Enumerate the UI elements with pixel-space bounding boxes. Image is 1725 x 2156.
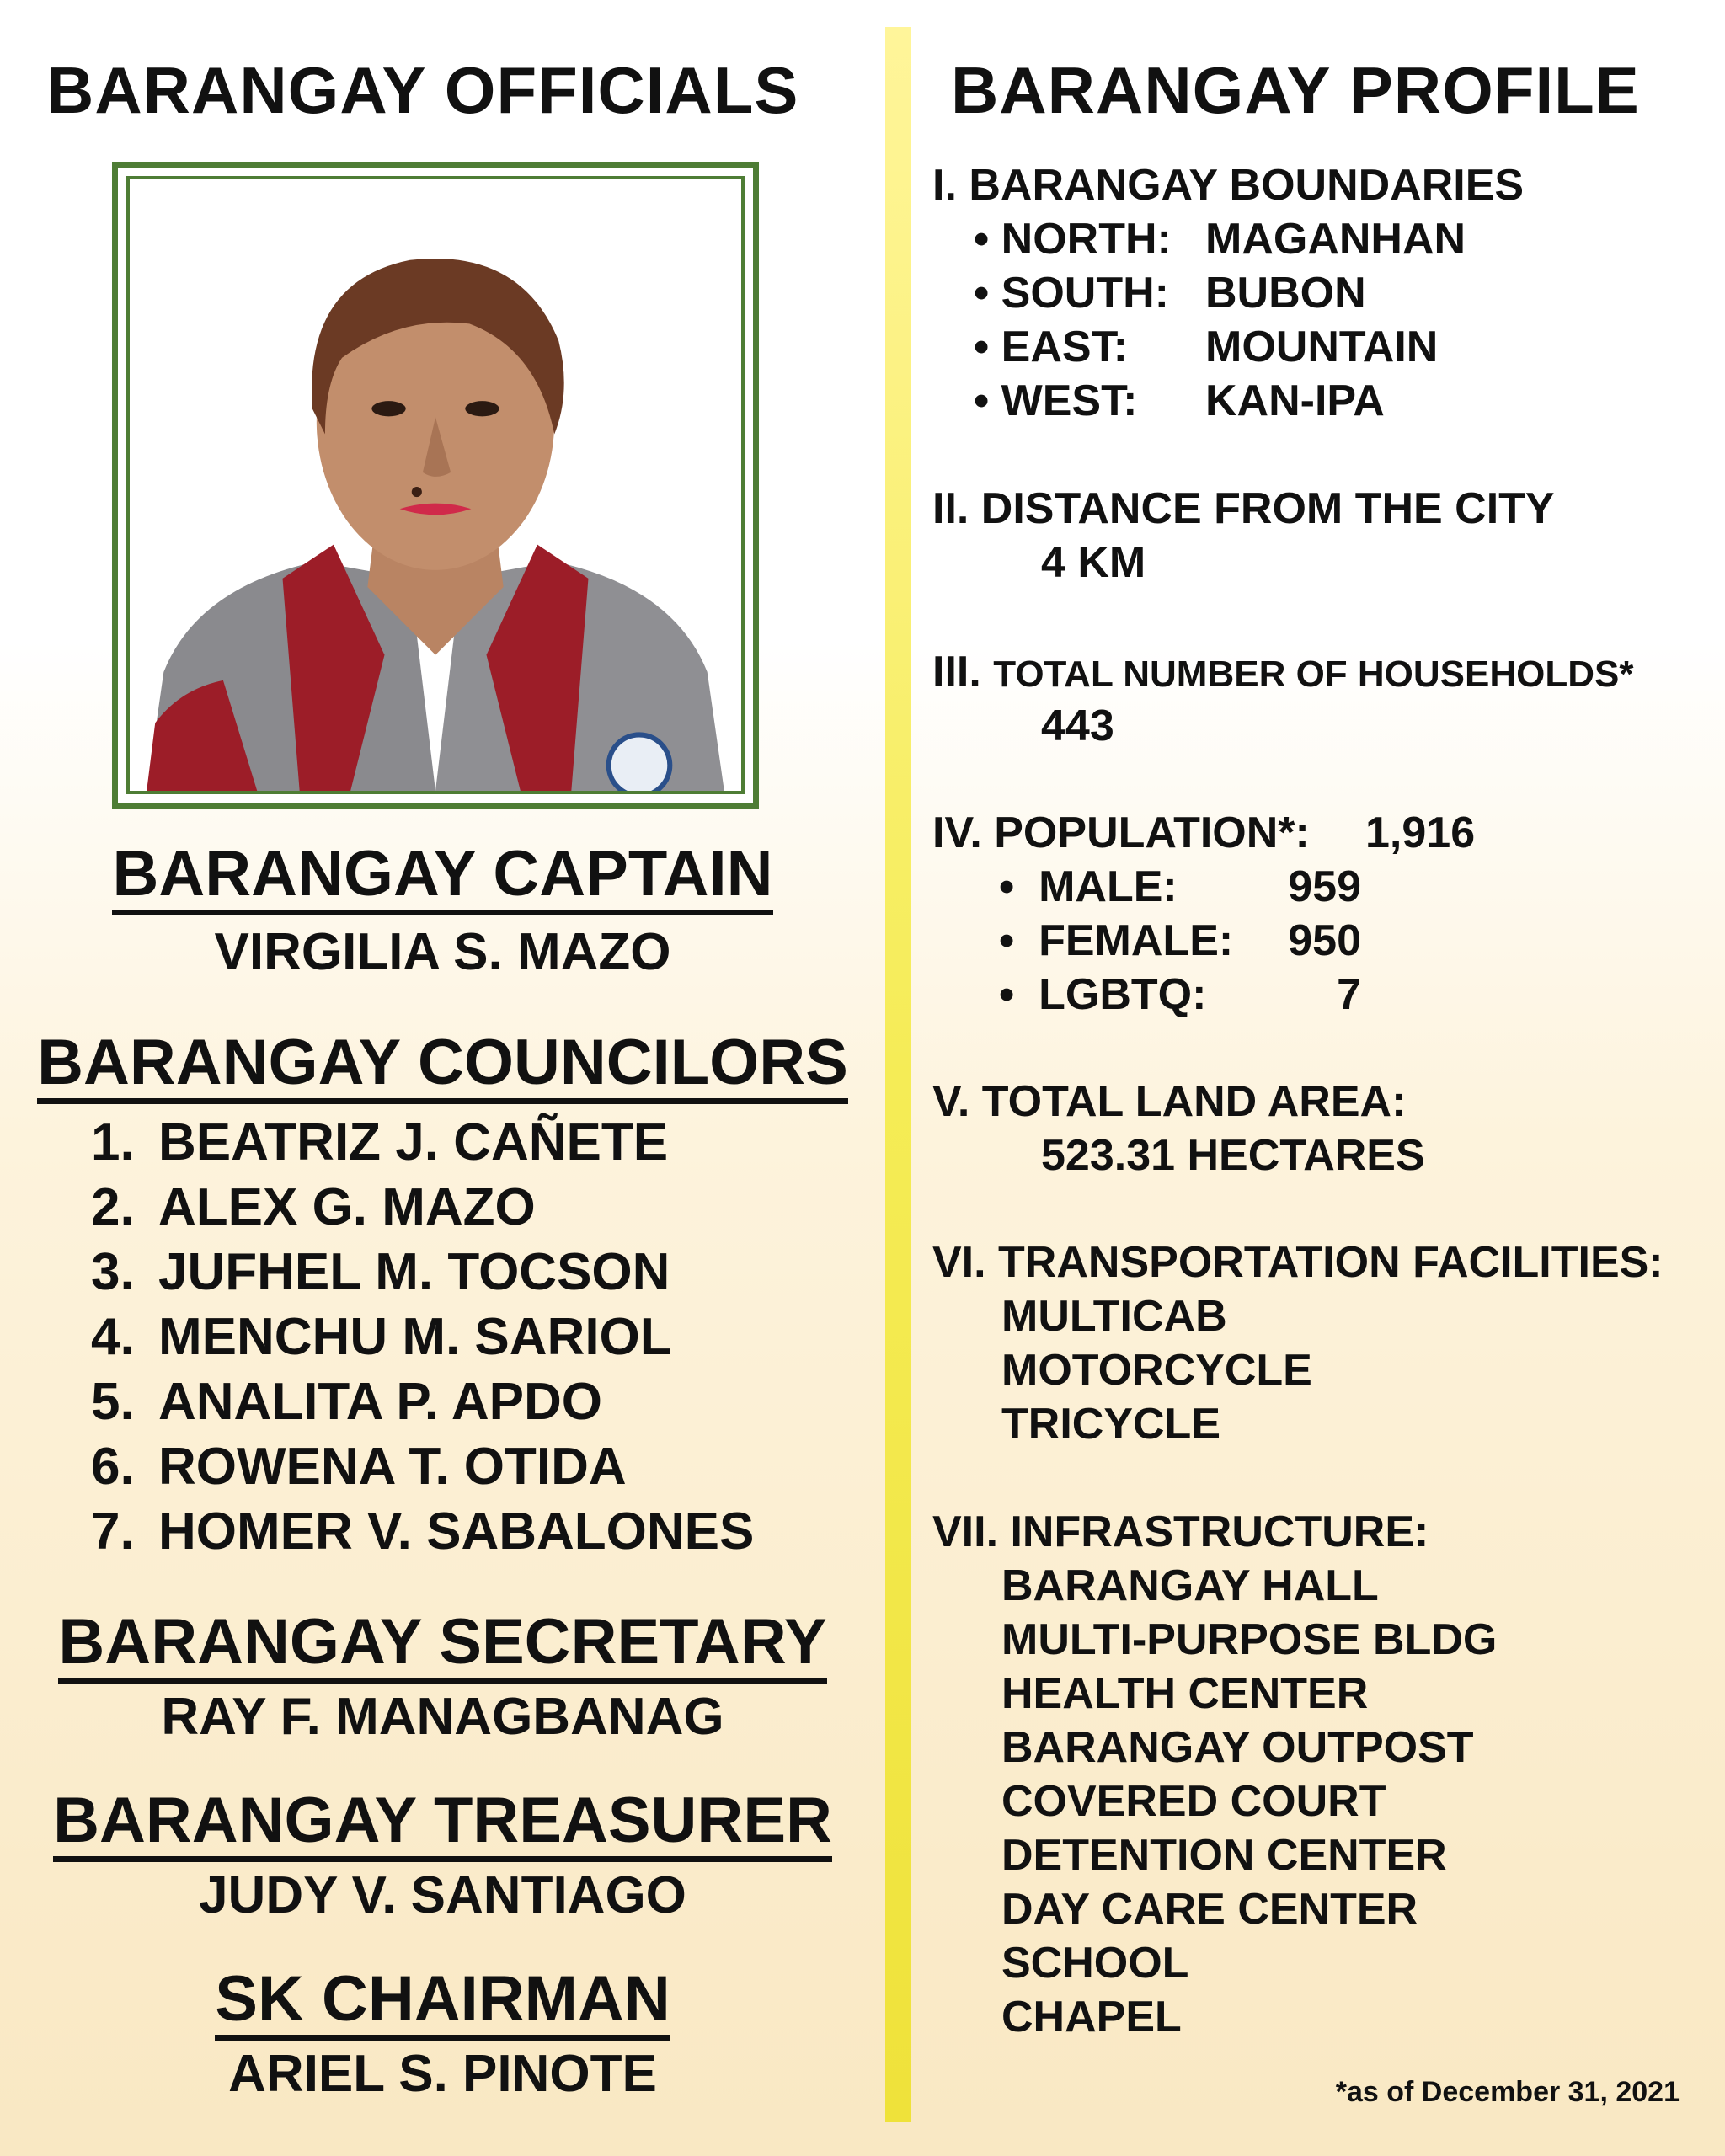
infrastructure-item: DAY CARE CENTER [1001,1885,1418,1934]
list-item: 2. ALEX G. MAZO [91,1178,536,1236]
population-male-value: 959 [1288,862,1361,911]
center-divider [885,27,911,2122]
boundary-east-value: MOUNTAIN [1205,323,1439,371]
land-area-heading: V. TOTAL LAND AREA: [932,1077,1407,1126]
list-item: 1. BEATRIZ J. CAÑETE [91,1113,669,1171]
sk-chairman-name: ARIEL S. PINOTE [228,2045,657,2103]
transport-item: MOTORCYCLE [1001,1346,1312,1395]
secretary-role: BARANGAY SECRETARY [0,1605,885,1678]
boundary-north: • NORTH: [974,215,1172,264]
population-heading: IV. POPULATION*: [932,808,1310,857]
councilors-list [91,1110,754,1564]
boundary-south-value: BUBON [1205,269,1366,318]
infrastructure-item: CHAPEL [1001,1993,1182,2041]
distance-value: 4 KM [1041,538,1146,587]
list-item: 3. JUFHEL M. TOCSON [91,1243,670,1301]
captain-name: VIRGILIA S. MAZO [214,923,671,981]
boundary-north-value: MAGANHAN [1205,215,1466,264]
list-item: 5. ANALITA P. APDO [91,1373,603,1431]
list-item: 7. HOMER V. SABALONES [91,1502,755,1561]
boundary-west: • WEST: [974,376,1138,425]
captain-role: BARANGAY CAPTAIN [0,837,885,910]
footnote: *as of December 31, 2021 [1335,2076,1680,2108]
population-female-value: 950 [1288,916,1361,965]
officials-title: BARANGAY OFFICIALS [46,53,799,127]
infrastructure-item: BARANGAY HALL [1001,1561,1379,1610]
sk-chairman-role: SK CHAIRMAN [0,1962,885,2036]
list-item: 6. ROWENA T. OTIDA [91,1438,627,1496]
infrastructure-item: BARANGAY OUTPOST [1001,1723,1474,1772]
treasurer-role: BARANGAY TREASURER [0,1784,885,1857]
infrastructure-item: COVERED COURT [1001,1777,1386,1826]
captain-photo-frame [112,162,759,808]
secretary-name: RAY F. MANAGBANAG [161,1688,724,1746]
profile-column [911,0,1725,2156]
households-value: 443 [1041,702,1114,750]
boundary-south: • SOUTH: [974,269,1169,318]
infrastructure-item: HEALTH CENTER [1001,1669,1369,1718]
population-female: • FEMALE: [999,916,1234,965]
population-male: • MALE: [999,862,1178,911]
profile-title: BARANGAY PROFILE [951,53,1640,127]
distance-heading: II. DISTANCE FROM THE CITY [932,484,1555,533]
infrastructure-item: SCHOOL [1001,1939,1189,1988]
list-item: 4. MENCHU M. SARIOL [91,1308,672,1366]
boundary-east: • EAST: [974,323,1128,371]
transport-heading: VI. TRANSPORTATION FACILITIES: [932,1238,1664,1287]
portrait-illustration [130,179,741,791]
infrastructure-item: DETENTION CENTER [1001,1831,1447,1880]
transport-item: TRICYCLE [1001,1400,1220,1449]
transport-item: MULTICAB [1001,1292,1227,1341]
infrastructure-heading: VII. INFRASTRUCTURE: [932,1508,1429,1556]
captain-photo [126,176,745,794]
boundary-west-value: KAN-IPA [1205,376,1385,425]
population-total: 1,916 [1365,808,1476,857]
households-heading: III. TOTAL NUMBER OF HOUSEHOLDS* [932,648,1634,696]
population-lgbtq: • LGBTQ: [999,970,1207,1019]
boundaries-heading: I. BARANGAY BOUNDARIES [932,161,1525,210]
councilors-role: BARANGAY COUNCILORS [0,1026,885,1099]
land-area-value: 523.31 HECTARES [1041,1131,1425,1180]
population-lgbtq-value: 7 [1337,970,1361,1019]
infrastructure-item: MULTI-PURPOSE BLDG [1001,1615,1498,1664]
treasurer-name: JUDY V. SANTIAGO [199,1866,686,1924]
